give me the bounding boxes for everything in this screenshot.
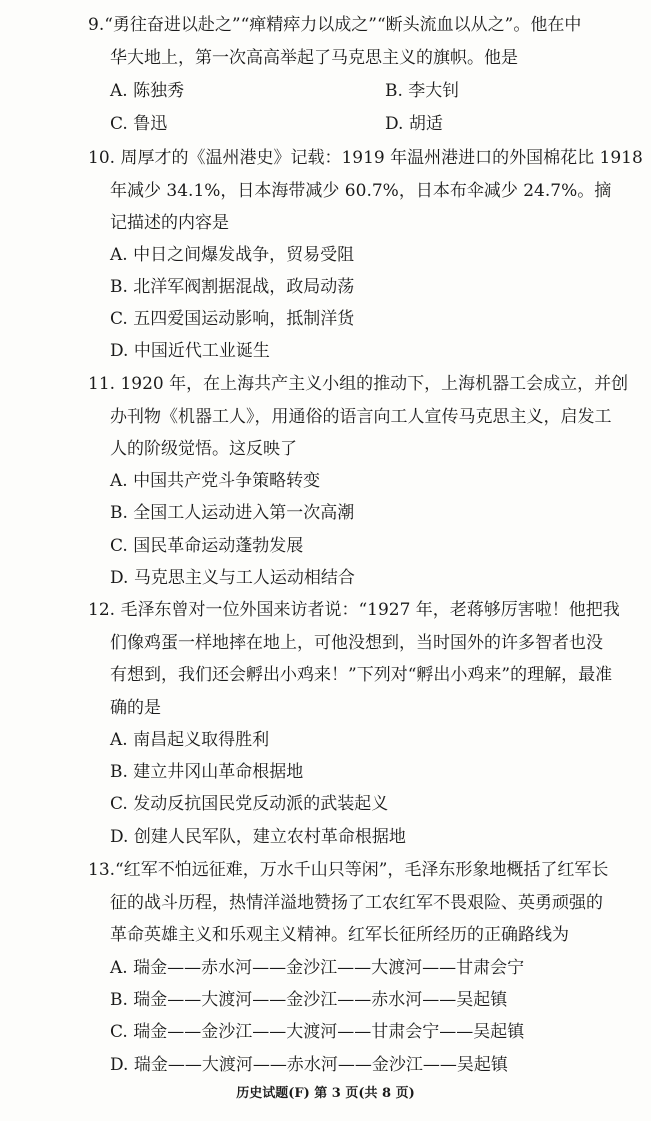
q10-stem-line-1: 10. 周厚才的《温州港史》记载：1919 年温州港进口的外国棉花比 1918 xyxy=(88,148,643,168)
q10-option-c: C. 五四爱国运动影响，抵制洋货 xyxy=(110,309,355,329)
q10-stem-line-3: 记描述的内容是 xyxy=(110,213,229,233)
q13-stem-line-3: 革命英雄主义和乐观主义精神。红军长征所经历的正确路线为 xyxy=(110,925,569,945)
q12-stem-line-2: 们像鸡蛋一样地摔在地上，可他没想到，当时国外的许多智者也没 xyxy=(110,633,603,653)
q11-stem-line-2: 办刊物《机器工人》，用通俗的语言向工人宣传马克思主义，启发工 xyxy=(110,407,612,427)
q12-option-a: A. 南昌起义取得胜利 xyxy=(110,730,270,750)
page-footer: 历史试题(F) 第 3 页(共 8 页) xyxy=(236,1086,415,1101)
q13-option-b: B. 瑞金——大渡河——金沙江——赤水河——吴起镇 xyxy=(110,990,508,1010)
q11-stem-line-1: 11. 1920 年，在上海共产主义小组的推动下，上海机器工会成立，并创 xyxy=(88,374,629,394)
q10-option-d: D. 中国近代工业诞生 xyxy=(110,341,270,361)
q9-stem-line-1: 9.“勇往奋进以赴之”“瘅精瘁力以成之”“断头流血以从之”。他在中 xyxy=(88,15,582,35)
q11-option-c: C. 国民革命运动蓬勃发展 xyxy=(110,536,304,556)
q9-option-b: B. 李大钊 xyxy=(385,81,460,101)
q13-stem-line-1: 13.“红军不怕远征难，万水千山只等闲”，毛泽东形象地概括了红军长 xyxy=(88,860,609,880)
q10-option-a: A. 中日之间爆发战争，贸易受阻 xyxy=(110,245,355,265)
q10-option-b: B. 北洋军阀割据混战，政局动荡 xyxy=(110,277,355,297)
q13-option-d: D. 瑞金——大渡河——赤水河——金沙江——吴起镇 xyxy=(110,1055,508,1075)
q11-stem-line-3: 人的阶级觉悟。这反映了 xyxy=(110,439,297,459)
q12-stem-line-3: 有想到，我们还会孵出小鸡来！”下列对“孵出小鸡来”的理解，最准 xyxy=(110,665,613,685)
q13-option-c: C. 瑞金——金沙江——大渡河——甘肃会宁——吴起镇 xyxy=(110,1022,525,1042)
q10-stem-line-2: 年减少 34.1%，日本海带减少 60.7%，日本布伞减少 24.7%。摘 xyxy=(110,181,612,201)
q9-option-c: C. 鲁迅 xyxy=(110,114,168,134)
q12-stem-line-1: 12. 毛泽东曾对一位外国来访者说：“1927 年，老蒋够厉害啦！他把我 xyxy=(88,600,620,620)
q9-stem-line-2: 华大地上，第一次高高举起了马克思主义的旗帜。他是 xyxy=(110,48,518,68)
q11-option-a: A. 中国共产党斗争策略转变 xyxy=(110,471,321,491)
q12-option-b: B. 建立井冈山革命根据地 xyxy=(110,762,304,782)
q12-stem-line-4: 确的是 xyxy=(110,698,161,718)
q11-option-d: D. 马克思主义与工人运动相结合 xyxy=(110,568,355,588)
q13-option-a: A. 瑞金——赤水河——金沙江——大渡河——甘肃会宁 xyxy=(110,958,525,978)
q13-stem-line-2: 征的战斗历程，热情洋溢地赞扬了工农红军不畏艰险、英勇顽强的 xyxy=(110,893,603,913)
q12-option-d: D. 创建人民军队，建立农村革命根据地 xyxy=(110,827,406,847)
q12-option-c: C. 发动反抗国民党反动派的武装起义 xyxy=(110,794,389,814)
q9-option-d: D. 胡适 xyxy=(385,114,443,134)
q9-option-a: A. 陈独秀 xyxy=(110,81,185,101)
q11-option-b: B. 全国工人运动进入第一次高潮 xyxy=(110,503,355,523)
